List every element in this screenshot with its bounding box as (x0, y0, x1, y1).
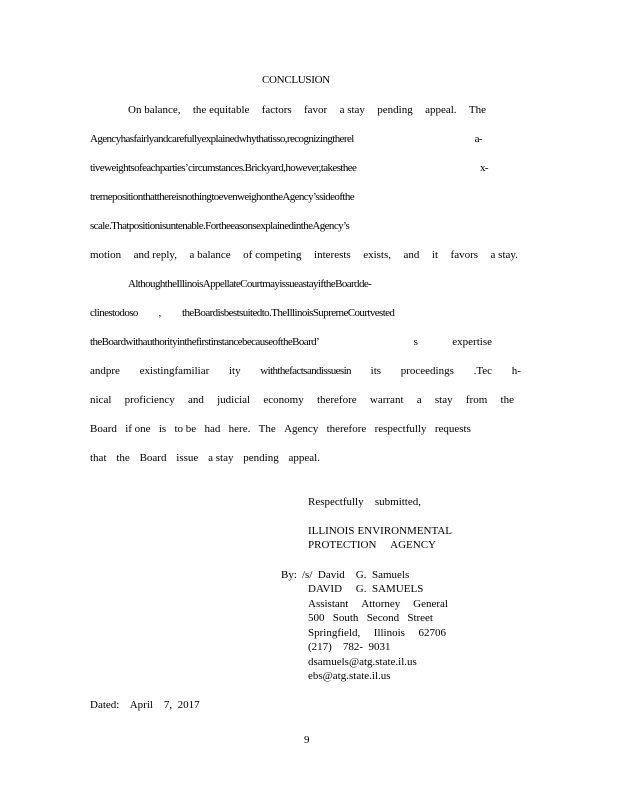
word: appeal. (425, 104, 457, 116)
word: exists, (363, 249, 392, 261)
signature-line: /s/ David G. Samuels (302, 569, 410, 581)
word: Board (90, 423, 117, 435)
word: tiveweightsofeachparties’circumstances.Brickyard,however,takesthee (90, 162, 357, 174)
p2-line-6 (90, 423, 471, 435)
word: PROTECTION (308, 539, 377, 551)
word: Respectfully (308, 496, 364, 508)
word: motion (90, 249, 122, 261)
word: a stay (339, 104, 365, 116)
p2-line-7 (90, 452, 320, 464)
word: ILLINOIS (308, 525, 355, 537)
word: issue (176, 452, 199, 464)
heading-conclusion: CONCLUSION (262, 74, 330, 86)
word: from (465, 394, 488, 406)
word: judicial (217, 394, 251, 406)
p1-line-6 (90, 249, 518, 261)
word: withthefactsandissuesin (260, 365, 351, 377)
agency-line-1 (308, 525, 452, 537)
p1-line-4: tremepositionthatthereisnothingtoevenweighontheAgency’ssideofthe (90, 191, 355, 203)
word: 500 (308, 612, 325, 624)
address-line-1 (308, 612, 433, 624)
word: ity (228, 365, 241, 377)
word: appeal. (288, 452, 320, 464)
word: submitted, (374, 496, 421, 508)
word: favors (450, 249, 479, 261)
word: The (468, 104, 486, 116)
word: General (413, 598, 448, 610)
word: the (116, 452, 130, 464)
p2-line-4 (90, 365, 521, 377)
p2-line-5 (90, 394, 514, 406)
word: its (370, 365, 382, 377)
word: Board (139, 452, 167, 464)
word: to be (174, 423, 197, 435)
word: a stay (208, 452, 234, 464)
page-number: 9 (304, 734, 310, 746)
word: s (413, 336, 418, 348)
signer-name: DAVID G. SAMUELS (308, 583, 424, 595)
word: pending (243, 452, 279, 464)
word: Springfield, (308, 627, 361, 639)
word: and reply, (133, 249, 177, 261)
word: nical (90, 394, 112, 406)
word: is (158, 423, 167, 435)
word: pending (377, 104, 413, 116)
email-1: dsamuels@atg.state.il.us (308, 656, 417, 668)
word: Attorney (361, 598, 401, 610)
word: Street (407, 612, 433, 624)
word: therefore (326, 423, 367, 435)
word: a balance (189, 249, 231, 261)
word: andpre (90, 365, 120, 377)
word: Assistant (308, 598, 349, 610)
word: of competing (243, 249, 302, 261)
word: and (403, 249, 420, 261)
word: theBoardisbestsuitedto.TheIllinoisSupremeCourtvested (182, 307, 395, 319)
p2-line-3 (90, 336, 492, 348)
word: a (416, 394, 422, 406)
word: the equitable (192, 104, 250, 116)
word: proficiency (124, 394, 175, 406)
word: the (500, 394, 514, 406)
word: Agency (284, 423, 319, 435)
word: if one (125, 423, 151, 435)
word: 62706 (418, 627, 446, 639)
word: economy (263, 394, 304, 406)
word: that (90, 452, 107, 464)
word: h- (511, 365, 521, 377)
word: The (258, 423, 276, 435)
word: ENVIRONMENTAL (357, 525, 452, 537)
word: , (158, 307, 162, 319)
p1-line-1 (128, 104, 486, 116)
agency-line-2 (308, 539, 436, 551)
word: proceedings (400, 365, 454, 377)
address-line-2 (308, 627, 446, 639)
word: it (431, 249, 439, 261)
closing (308, 496, 421, 508)
word: expertise (452, 336, 492, 348)
word: On balance, (128, 104, 181, 116)
word: warrant (369, 394, 404, 406)
word: a stay. (490, 249, 518, 261)
word: had (204, 423, 221, 435)
word: favor (304, 104, 328, 116)
word: and (187, 394, 204, 406)
word: existingfamiliar (139, 365, 210, 377)
word: x- (480, 162, 488, 174)
p1-line-5: scale.Thatpositionisuntenable.FortheeasonsexplainedintheAgency’s (90, 220, 350, 232)
phone-number: (217) 782- 9031 (308, 641, 391, 653)
word: Second (366, 612, 400, 624)
word: Agencyhasfairlyandcarefullyexplainedwhythatisso,recognizingtherel (90, 133, 354, 145)
word: Illinois (373, 627, 405, 639)
word: .Tec (473, 365, 493, 377)
email-2: ebs@atg.state.il.us (308, 670, 391, 682)
p2-line-1: AlthoughtheIllinoisAppellateCourtmayissueastayiftheBoardde- (128, 278, 372, 290)
p1-line-2 (90, 133, 482, 145)
word: South (332, 612, 359, 624)
word: AGENCY (390, 539, 436, 551)
word: interests (314, 249, 351, 261)
word: stay (434, 394, 453, 406)
word: requests (434, 423, 471, 435)
word: respectfully (374, 423, 427, 435)
p1-line-3 (90, 162, 488, 174)
signer-title (308, 598, 448, 610)
word: factors (261, 104, 292, 116)
p2-line-2 (90, 307, 518, 319)
dated-line: Dated: April 7, 2017 (90, 699, 200, 711)
by-label: By: (281, 569, 297, 581)
word: theBoardwithauthorityinthefirstinstancebecauseoftheBoard’ (90, 336, 320, 348)
word: here. (228, 423, 251, 435)
word: a- (474, 133, 482, 145)
word: clinestodoso (90, 307, 138, 319)
word: therefore (316, 394, 357, 406)
